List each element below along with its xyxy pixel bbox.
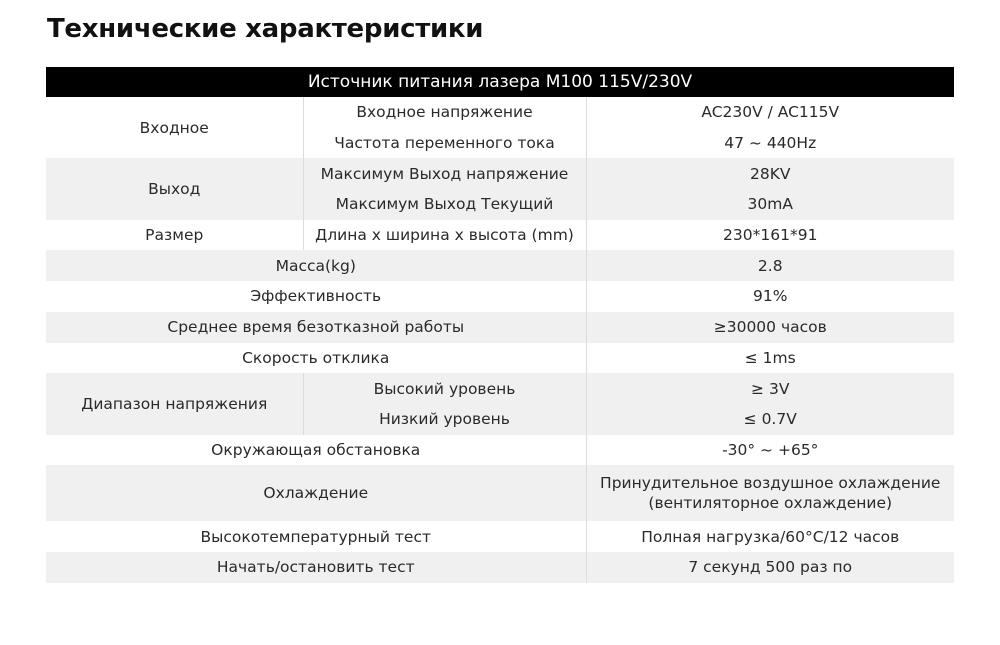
environment-label: Окружающая обстановка (46, 435, 586, 466)
table-row (46, 220, 954, 251)
mass-label: Масса(kg) (46, 250, 586, 281)
table-row (46, 435, 954, 466)
input-voltage-label: Входное напряжение (303, 97, 586, 128)
environment-value: -30° ~ +65° (586, 435, 954, 466)
mtbf-value: ≥30000 часов (586, 312, 954, 343)
table-row (46, 373, 954, 404)
input-group-label: Входное (46, 97, 303, 158)
mass-value: 2.8 (586, 250, 954, 281)
table-row (46, 281, 954, 312)
page-title: Технические характеристики (47, 14, 484, 44)
efficiency-label: Эффективность (46, 281, 586, 312)
ac-frequency-label: Частота переменного тока (303, 128, 586, 159)
start-stop-test-label: Начать/остановить тест (46, 552, 586, 583)
high-temp-test-label: Высокотемпературный тест (46, 521, 586, 552)
response-label: Скорость отклика (46, 343, 586, 374)
high-temp-test-value: Полная нагрузка/60°C/12 часов (586, 521, 954, 552)
table-header-row (46, 67, 954, 97)
dimensions-value: 230*161*91 (586, 220, 954, 251)
low-level-label: Низкий уровень (303, 404, 586, 435)
table-row (46, 343, 954, 374)
cooling-label: Охлаждение (46, 465, 586, 521)
high-level-value: ≥ 3V (586, 373, 954, 404)
ac-frequency-value: 47 ~ 440Hz (586, 128, 954, 159)
table-header: Источник питания лазера M100 115V/230V (46, 67, 954, 97)
max-output-current-label: Максимум Выход Текущий (303, 189, 586, 220)
low-level-value: ≤ 0.7V (586, 404, 954, 435)
max-output-current-value: 30mA (586, 189, 954, 220)
table-row (46, 312, 954, 343)
table-row (46, 97, 954, 128)
cooling-value-line1: Принудительное воздушное охлаждение (600, 474, 941, 493)
output-group-label: Выход (46, 158, 303, 219)
cooling-value (586, 465, 954, 521)
mtbf-label: Среднее время безотказной работы (46, 312, 586, 343)
voltage-range-label: Диапазон напряжения (46, 373, 303, 434)
input-voltage-value: AC230V / AC115V (586, 97, 954, 128)
cooling-value-line2: (вентиляторное охлаждение) (648, 494, 893, 513)
high-level-label: Высокий уровень (303, 373, 586, 404)
max-output-voltage-value: 28KV (586, 158, 954, 189)
table-row (46, 250, 954, 281)
response-value: ≤ 1ms (586, 343, 954, 374)
table-row (46, 465, 954, 521)
max-output-voltage-label: Максимум Выход напряжение (303, 158, 586, 189)
efficiency-value: 91% (586, 281, 954, 312)
table-row (46, 158, 954, 189)
table-row (46, 552, 954, 583)
table-row (46, 521, 954, 552)
spec-table (46, 67, 954, 583)
size-label: Размер (46, 220, 303, 251)
dimensions-label: Длина x ширина x высота (mm) (303, 220, 586, 251)
start-stop-test-value: 7 секунд 500 раз по (586, 552, 954, 583)
